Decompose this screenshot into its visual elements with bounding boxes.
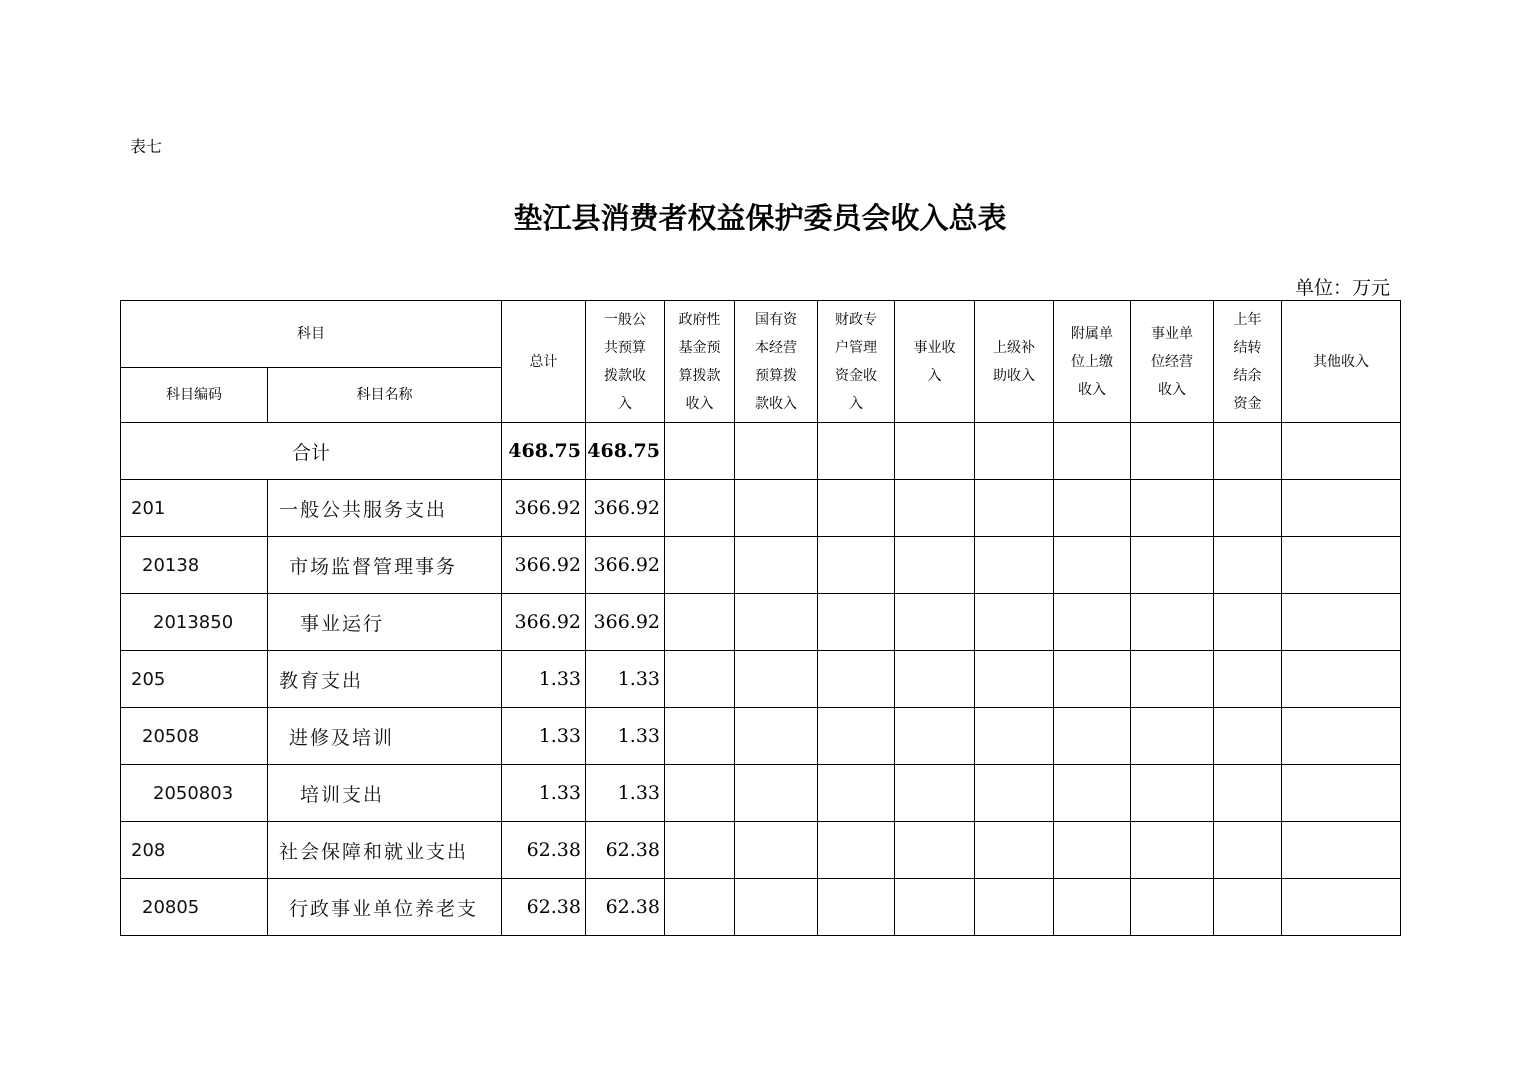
row-total: 366.92 — [502, 537, 586, 594]
row-code: 205 — [121, 651, 268, 708]
empty-cell — [1214, 537, 1282, 594]
empty-cell — [665, 765, 735, 822]
row-code: 2013850 — [121, 594, 268, 651]
row-general-budget: 1.33 — [586, 651, 665, 708]
empty-cell — [1282, 822, 1401, 879]
empty-cell — [895, 708, 975, 765]
empty-cell — [1214, 822, 1282, 879]
empty-cell — [975, 651, 1054, 708]
empty-cell — [895, 651, 975, 708]
header-fiscal-special-text: 财政专户管理资金收入 — [835, 311, 877, 412]
empty-cell — [1054, 594, 1131, 651]
header-business-income-text: 事业收入 — [913, 339, 956, 384]
empty-cell — [818, 822, 895, 879]
empty-cell — [1282, 480, 1401, 537]
empty-cell — [975, 765, 1054, 822]
income-summary-table — [120, 300, 1401, 936]
empty-cell — [1282, 708, 1401, 765]
empty-cell — [665, 594, 735, 651]
row-code: 20138 — [121, 537, 268, 594]
empty-cell — [665, 651, 735, 708]
header-other-income: 其他收入 — [1282, 301, 1401, 423]
empty-cell — [895, 423, 975, 480]
empty-cell — [1131, 651, 1214, 708]
empty-cell — [818, 765, 895, 822]
empty-cell — [735, 708, 818, 765]
empty-cell — [895, 537, 975, 594]
header-state-capital-text: 国有资本经营预算拨款收入 — [755, 311, 797, 412]
empty-cell — [1282, 651, 1401, 708]
header-superior-subsidy — [975, 301, 1054, 423]
table-row — [121, 651, 1401, 708]
row-name: 一般公共服务支出 — [268, 480, 502, 537]
empty-cell — [975, 879, 1054, 936]
header-total: 总计 — [502, 301, 586, 423]
empty-cell — [1282, 765, 1401, 822]
row-general-budget: 62.38 — [586, 822, 665, 879]
empty-cell — [1214, 765, 1282, 822]
empty-cell — [1214, 708, 1282, 765]
row-name: 事业运行 — [268, 594, 502, 651]
header-business-operation-text: 事业单位经营收入 — [1151, 325, 1193, 398]
empty-cell — [665, 822, 735, 879]
row-general-budget: 366.92 — [586, 537, 665, 594]
header-business-operation — [1131, 301, 1214, 423]
empty-cell — [818, 594, 895, 651]
empty-cell — [665, 879, 735, 936]
table-row — [121, 879, 1401, 936]
header-general-budget — [586, 301, 665, 423]
empty-cell — [735, 879, 818, 936]
empty-cell — [818, 480, 895, 537]
empty-cell — [1282, 537, 1401, 594]
header-subject-code: 科目编码 — [121, 368, 268, 423]
empty-cell — [735, 822, 818, 879]
row-total: 366.92 — [502, 480, 586, 537]
table-number-label: 表七 — [130, 137, 163, 156]
empty-cell — [1214, 651, 1282, 708]
empty-cell — [735, 594, 818, 651]
empty-cell — [1131, 879, 1214, 936]
empty-cell — [818, 423, 895, 480]
document-title: 垫江县消费者权益保护委员会收入总表 — [513, 201, 1007, 235]
empty-cell — [1054, 480, 1131, 537]
empty-cell — [1054, 537, 1131, 594]
empty-cell — [735, 537, 818, 594]
empty-cell — [818, 537, 895, 594]
empty-cell — [1214, 423, 1282, 480]
row-code: 201 — [121, 480, 268, 537]
empty-cell — [1131, 822, 1214, 879]
empty-cell — [1054, 822, 1131, 879]
empty-cell — [665, 537, 735, 594]
empty-cell — [1131, 708, 1214, 765]
empty-cell — [818, 879, 895, 936]
empty-cell — [975, 822, 1054, 879]
empty-cell — [665, 423, 735, 480]
header-superior-subsidy-text: 上级补助收入 — [993, 339, 1035, 384]
empty-cell — [1054, 879, 1131, 936]
empty-cell — [975, 480, 1054, 537]
empty-cell — [975, 708, 1054, 765]
summary-row — [121, 423, 1401, 480]
empty-cell — [1282, 594, 1401, 651]
empty-cell — [1054, 765, 1131, 822]
empty-cell — [1054, 708, 1131, 765]
empty-cell — [1282, 423, 1401, 480]
row-code: 20805 — [121, 879, 268, 936]
row-code: 2050803 — [121, 765, 268, 822]
header-subject: 科目 — [121, 301, 502, 368]
header-fiscal-special — [818, 301, 895, 423]
empty-cell — [1131, 765, 1214, 822]
empty-cell — [818, 651, 895, 708]
row-total: 366.92 — [502, 594, 586, 651]
table-row — [121, 708, 1401, 765]
header-general-budget-text: 一般公共预算拨款收入 — [604, 311, 646, 412]
empty-cell — [895, 822, 975, 879]
empty-cell — [1054, 651, 1131, 708]
row-general-budget: 1.33 — [586, 765, 665, 822]
header-affiliate-turnover — [1054, 301, 1131, 423]
row-name: 市场监督管理事务 — [268, 537, 502, 594]
row-name: 培训支出 — [268, 765, 502, 822]
empty-cell — [975, 594, 1054, 651]
row-general-budget: 62.38 — [586, 879, 665, 936]
row-general-budget: 366.92 — [586, 480, 665, 537]
table-row — [121, 594, 1401, 651]
row-total: 62.38 — [502, 822, 586, 879]
row-name: 教育支出 — [268, 651, 502, 708]
header-gov-fund-text: 政府性基金预算拨款收入 — [678, 311, 721, 412]
header-state-capital — [735, 301, 818, 423]
summary-label: 合计 — [121, 423, 502, 480]
header-subject-name: 科目名称 — [268, 368, 502, 423]
table-row — [121, 480, 1401, 537]
unit-label: 单位：万元 — [1294, 277, 1390, 299]
empty-cell — [975, 423, 1054, 480]
empty-cell — [1131, 537, 1214, 594]
empty-cell — [735, 765, 818, 822]
row-general-budget: 1.33 — [586, 708, 665, 765]
empty-cell — [1282, 879, 1401, 936]
empty-cell — [1131, 480, 1214, 537]
header-last-year-balance-text: 上年结转结余资金 — [1233, 311, 1262, 412]
summary-total: 468.75 — [502, 423, 586, 480]
row-code: 20508 — [121, 708, 268, 765]
row-total: 1.33 — [502, 651, 586, 708]
empty-cell — [735, 423, 818, 480]
empty-cell — [1131, 423, 1214, 480]
empty-cell — [665, 708, 735, 765]
header-last-year-balance — [1214, 301, 1282, 423]
empty-cell — [1214, 594, 1282, 651]
empty-cell — [1131, 594, 1214, 651]
empty-cell — [895, 765, 975, 822]
row-code: 208 — [121, 822, 268, 879]
empty-cell — [1214, 480, 1282, 537]
empty-cell — [735, 651, 818, 708]
header-business-income — [895, 301, 975, 423]
row-general-budget: 366.92 — [586, 594, 665, 651]
row-total: 62.38 — [502, 879, 586, 936]
empty-cell — [735, 480, 818, 537]
summary-general-budget: 468.75 — [586, 423, 665, 480]
empty-cell — [895, 879, 975, 936]
empty-cell — [1054, 423, 1131, 480]
row-total: 1.33 — [502, 708, 586, 765]
empty-cell — [1214, 879, 1282, 936]
row-name: 行政事业单位养老支 — [268, 879, 502, 936]
row-total: 1.33 — [502, 765, 586, 822]
header-row-1 — [121, 301, 1401, 368]
row-name: 进修及培训 — [268, 708, 502, 765]
empty-cell — [895, 594, 975, 651]
header-affiliate-turnover-text: 附属单位上缴收入 — [1071, 325, 1113, 398]
empty-cell — [665, 480, 735, 537]
row-name: 社会保障和就业支出 — [268, 822, 502, 879]
empty-cell — [818, 708, 895, 765]
empty-cell — [895, 480, 975, 537]
header-gov-fund — [665, 301, 735, 423]
empty-cell — [975, 537, 1054, 594]
table-row — [121, 822, 1401, 879]
table-row — [121, 537, 1401, 594]
table-row — [121, 765, 1401, 822]
